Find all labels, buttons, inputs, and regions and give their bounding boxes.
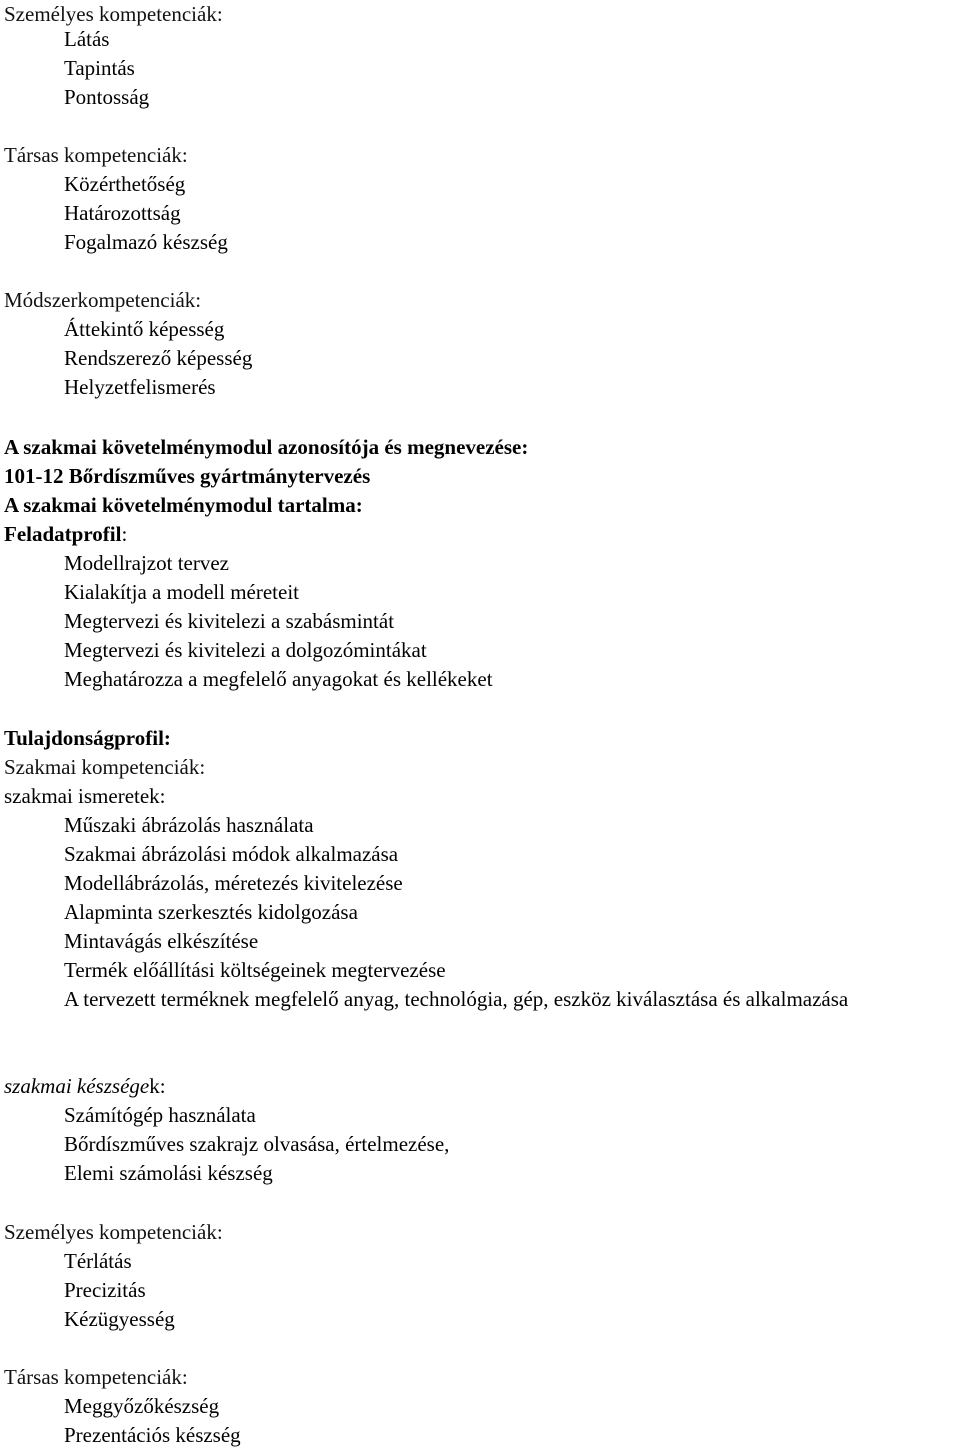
module-id-value: 101-12 Bőrdíszműves gyártmánytervezés <box>4 464 371 488</box>
list-item: Számítógép használata <box>64 1103 256 1127</box>
list-item: Alapminta szerkesztés kidolgozása <box>64 900 358 924</box>
skills-heading <box>4 1072 166 1101</box>
skills-heading-italic: szakmai készsége <box>4 1074 150 1098</box>
list-item: Térlátás <box>64 1249 132 1273</box>
list-item: Kialakítja a modell méreteit <box>64 580 299 604</box>
list-item: Pontosság <box>64 85 150 109</box>
list-item: Precizitás <box>64 1278 146 1302</box>
list-item-long: A tervezett terméknek megfelelő anyag, technológia, gép, eszköz kiválasztása és alkalmazása <box>64 987 849 1011</box>
list-item: Tapintás <box>64 56 135 80</box>
list-item: Helyzetfelismerés <box>64 375 216 399</box>
list-item: Bőrdíszműves szakrajz olvasása, értelmezése, <box>64 1132 450 1156</box>
list-item: Mintavágás elkészítése <box>64 929 259 953</box>
task-profile-colon: : <box>121 522 128 546</box>
list-item: Látás <box>64 27 110 51</box>
list-item: Rendszerező képesség <box>64 346 253 370</box>
skills-heading-rest: k: <box>149 1074 166 1098</box>
list-item: Szakmai ábrázolási módok alkalmazása <box>64 842 399 866</box>
list-item: Közérthetőség <box>64 172 186 196</box>
task-profile-label: Feladatprofil <box>4 522 122 546</box>
module-id-heading: A szakmai követelménymodul azonosítója és megnevezése: <box>4 435 529 459</box>
list-item: Műszaki ábrázolás használata <box>64 813 314 837</box>
list-item: Határozottság <box>64 201 181 225</box>
list-item: Modellrajzot tervez <box>64 551 230 575</box>
social-competencies-heading: Társas kompetenciák: <box>4 1365 188 1389</box>
list-item: Modellábrázolás, méretezés kivitelezése <box>64 871 403 895</box>
list-item: Meghatározza a megfelelő anyagokat és kellékeket <box>64 667 493 691</box>
professional-competencies-heading: Szakmai kompetenciák: <box>4 755 206 779</box>
list-item: Kézügyesség <box>64 1307 175 1331</box>
social-competencies-heading: Társas kompetenciák: <box>4 143 188 167</box>
personal-competencies-heading: Személyes kompetenciák: <box>4 1220 223 1244</box>
list-item: Fogalmazó készség <box>64 230 228 254</box>
task-profile-heading <box>4 520 127 549</box>
module-content-heading: A szakmai követelménymodul tartalma: <box>4 493 363 517</box>
list-item: Prezentációs készség <box>64 1423 241 1447</box>
list-item: Áttekintő képesség <box>64 317 225 341</box>
property-profile-heading: Tulajdonságprofil: <box>4 726 171 750</box>
list-item: Megtervezi és kivitelezi a dolgozómintákat <box>64 638 427 662</box>
knowledge-heading: szakmai ismeretek: <box>4 784 166 808</box>
personal-competencies-heading: Személyes kompetenciák: <box>4 2 223 26</box>
list-item: Meggyőzőkészség <box>64 1394 220 1418</box>
list-item: Termék előállítási költségeinek megtervezése <box>64 958 446 982</box>
method-competencies-heading: Módszerkompetenciák: <box>4 288 202 312</box>
list-item: Elemi számolási készség <box>64 1161 273 1185</box>
list-item: Megtervezi és kivitelezi a szabásmintát <box>64 609 395 633</box>
